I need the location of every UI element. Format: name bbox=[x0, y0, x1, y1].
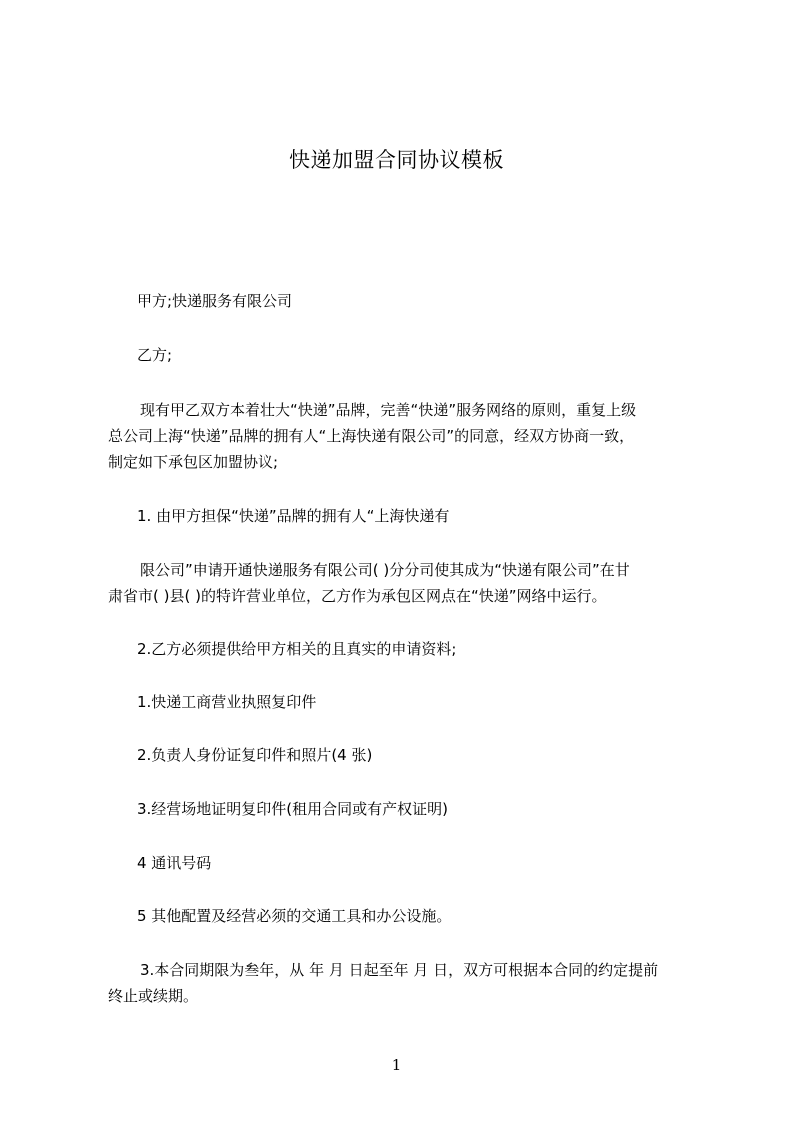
clause-1-heading: 1. 由甲方担保“快递”品牌的拥有人“上海快递有 bbox=[137, 507, 450, 525]
intro-line: 制定如下承包区加盟协议; bbox=[108, 453, 279, 471]
page-number: 1 bbox=[391, 1056, 402, 1074]
list-item: 1.快递工商营业执照复印件 bbox=[137, 693, 317, 711]
clause-3-line: 3.本合同期限为叁年，从 年 月 日起至年 月 日，双方可根据本合同的约定提前 bbox=[140, 961, 659, 979]
list-item: 5 其他配置及经营必须的交通工具和办公设施。 bbox=[137, 907, 452, 925]
list-item: 4 通讯号码 bbox=[137, 854, 212, 872]
intro-line: 总公司上海“快递”品牌的拥有人“上海快递有限公司”的同意，经双方协商一致， bbox=[108, 427, 635, 445]
intro-paragraph bbox=[108, 397, 636, 475]
clause-1-line: 肃省市( )县( )的特许营业单位，乙方作为承包区网点在“快递”网络中运行。 bbox=[108, 587, 607, 605]
party-b-line: 乙方; bbox=[137, 346, 173, 364]
clause-1-line: 限公司”申请开通快递服务有限公司( )分分司使其成为“快递有限公司”在甘 bbox=[140, 561, 630, 579]
list-item: 3.经营场地证明复印件(租用合同或有产权证明) bbox=[137, 800, 449, 818]
clause-3-line: 终止或续期。 bbox=[108, 987, 199, 1005]
party-a-line: 甲方;快递服务有限公司 bbox=[137, 292, 293, 310]
document-title: 快递加盟合同协议模板 bbox=[289, 148, 504, 172]
list-item: 2.负责人身份证复印件和照片(4 张) bbox=[137, 746, 373, 764]
clause-3 bbox=[108, 957, 658, 1009]
intro-line: 现有甲乙双方本着壮大“快递”品牌，完善“快递”服务网络的原则，重复上级 bbox=[140, 401, 637, 419]
clause-1-body bbox=[108, 557, 630, 609]
clause-2: 2.乙方必须提供给甲方相关的且真实的申请资料; bbox=[137, 640, 457, 658]
